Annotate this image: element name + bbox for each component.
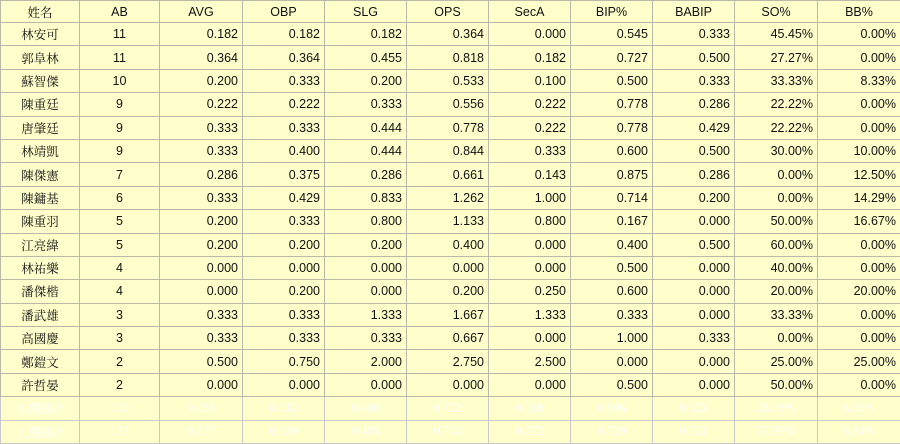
cell-obp: 0.375 [243, 163, 325, 186]
table-row [1, 163, 900, 186]
table-row [1, 256, 900, 279]
cell-so: 50.00% [735, 210, 818, 233]
cell-ops: 1.133 [407, 210, 489, 233]
column-header-babip[interactable]: BABIP [653, 1, 735, 23]
cell-bip: 0.727 [571, 46, 653, 69]
cell-ops: 0.818 [407, 46, 489, 69]
cell-name: 陳重廷 [1, 93, 80, 116]
cell-so: 40.00% [735, 256, 818, 279]
cell-name: 陳傑憲 [1, 163, 80, 186]
cell-slg: 0.410 [325, 397, 407, 420]
cell-bb: 0.00% [818, 256, 900, 279]
cell-slg: 0.000 [325, 280, 407, 303]
cell-ab: 4 [80, 280, 160, 303]
cell-ops: 0.364 [407, 23, 489, 46]
cell-ab: 10 [80, 69, 160, 92]
cell-avg: 0.200 [160, 210, 243, 233]
cell-obp: 0.333 [243, 303, 325, 326]
cell-seca: 1.000 [489, 186, 571, 209]
cell-babip: 0.200 [653, 186, 735, 209]
table-row [1, 233, 900, 256]
cell-avg: 0.333 [160, 303, 243, 326]
cell-ops: 0.200 [407, 280, 489, 303]
cell-so: 22.22% [735, 93, 818, 116]
cell-ops: 0.000 [407, 373, 489, 396]
cell-slg: 0.286 [325, 163, 407, 186]
cell-seca: 0.222 [489, 116, 571, 139]
cell-so: 33.33% [735, 69, 818, 92]
cell-babip: 0.500 [653, 139, 735, 162]
cell-avg: 0.182 [160, 23, 243, 46]
column-header-so[interactable]: SO% [735, 1, 818, 23]
cell-seca: 0.272 [489, 420, 571, 443]
cell-obp: 0.400 [243, 139, 325, 162]
cell-obp: 0.182 [243, 23, 325, 46]
cell-ab: 7 [80, 163, 160, 186]
cell-avg: 0.277 [160, 420, 243, 443]
table-row [1, 69, 900, 92]
table-row [1, 327, 900, 350]
cell-avg: 0.250 [160, 397, 243, 420]
cell-bip: 1.000 [571, 327, 653, 350]
cell-so: 50.00% [735, 373, 818, 396]
cell-babip: 0.000 [653, 256, 735, 279]
cell-name: 許哲晏 [1, 373, 80, 396]
cell-obp: 0.000 [243, 256, 325, 279]
cell-avg: 0.000 [160, 256, 243, 279]
cell-seca: 0.100 [489, 69, 571, 92]
cell-ab: 4 [80, 256, 160, 279]
cell-bb: 25.00% [818, 350, 900, 373]
cell-so: 25.00% [735, 350, 818, 373]
cell-bb: 8.33% [818, 69, 900, 92]
cell-seca: 1.333 [489, 303, 571, 326]
cell-bip: 0.500 [571, 373, 653, 396]
cell-ab: 9 [80, 93, 160, 116]
cell-obp: 0.222 [243, 93, 325, 116]
cell-seca: 0.000 [489, 233, 571, 256]
cell-ops: 2.750 [407, 350, 489, 373]
cell-bb: 0.00% [818, 46, 900, 69]
cell-obp: 0.200 [243, 233, 325, 256]
cell-bb: 20.00% [818, 280, 900, 303]
cell-bip: 0.875 [571, 163, 653, 186]
column-header-slg[interactable]: SLG [325, 1, 407, 23]
cell-ab: 5 [80, 210, 160, 233]
header-row [1, 1, 900, 23]
cell-slg: 0.333 [325, 327, 407, 350]
cell-slg: 0.000 [325, 373, 407, 396]
cell-obp: 0.200 [243, 280, 325, 303]
cell-seca: 0.250 [489, 280, 571, 303]
table-row [1, 210, 900, 233]
cell-babip: 0.286 [653, 163, 735, 186]
cell-slg: 0.800 [325, 210, 407, 233]
cell-bip: 0.778 [571, 116, 653, 139]
cell-name: 潘武雄 [1, 303, 80, 326]
cell-bb: 10.00% [818, 139, 900, 162]
cell-seca: 2.500 [489, 350, 571, 373]
cell-ops: 0.661 [407, 163, 489, 186]
cell-ops: 0.400 [407, 233, 489, 256]
cell-ab: 6 [80, 186, 160, 209]
cell-so: 20.00% [735, 280, 818, 303]
table-row [1, 186, 900, 209]
cell-so: 0.00% [735, 163, 818, 186]
cell-babip: 0.000 [653, 280, 735, 303]
cell-name: 林靖凱 [1, 139, 80, 162]
cell-bb: 6.36% [818, 397, 900, 420]
cell-bip: 0.714 [571, 186, 653, 209]
column-header-name[interactable]: 姓名 [1, 1, 80, 23]
cell-bip: 0.500 [571, 256, 653, 279]
cell-name: 上週總計 [1, 420, 80, 443]
cell-ab: 9 [80, 139, 160, 162]
cell-avg: 0.333 [160, 116, 243, 139]
last-week-total-row [1, 420, 900, 443]
cell-so: 28.18% [735, 397, 818, 420]
cell-so: 22.22% [735, 116, 818, 139]
cell-seca: 0.000 [489, 327, 571, 350]
cell-slg: 0.000 [325, 256, 407, 279]
cell-bb: 6.84% [818, 420, 900, 443]
cell-seca: 0.182 [489, 46, 571, 69]
cell-avg: 0.333 [160, 186, 243, 209]
column-header-obp[interactable]: OBP [243, 1, 325, 23]
cell-bip: 0.600 [571, 139, 653, 162]
cell-ab: 5 [80, 233, 160, 256]
cell-babip: 0.333 [653, 327, 735, 350]
cell-so: 0.00% [735, 327, 818, 350]
cell-bip: 0.720 [571, 420, 653, 443]
cell-babip: 0.000 [653, 303, 735, 326]
cell-ops: 0.556 [407, 93, 489, 116]
cell-avg: 0.200 [160, 233, 243, 256]
cell-babip: 0.331 [653, 420, 735, 443]
cell-name: 高國慶 [1, 327, 80, 350]
cell-name: 陳鏞基 [1, 186, 80, 209]
cell-avg: 0.333 [160, 327, 243, 350]
cell-bip: 0.000 [571, 350, 653, 373]
cell-obp: 0.339 [243, 420, 325, 443]
table-row [1, 373, 900, 396]
cell-obp: 0.750 [243, 350, 325, 373]
column-header-seca[interactable]: SecA [489, 1, 571, 23]
cell-bb: 14.29% [818, 186, 900, 209]
cell-babip: 0.333 [653, 23, 735, 46]
cell-bb: 0.00% [818, 93, 900, 116]
cell-slg: 0.405 [325, 420, 407, 443]
column-header-ops[interactable]: OPS [407, 1, 489, 23]
cell-seca: 0.000 [489, 23, 571, 46]
cell-bip: 0.596 [571, 397, 653, 420]
cell-name: 陳重羽 [1, 210, 80, 233]
cell-obp: 0.429 [243, 186, 325, 209]
cell-ops: 1.262 [407, 186, 489, 209]
table-row [1, 303, 900, 326]
cell-seca: 0.310 [489, 397, 571, 420]
cell-ops: 0.667 [407, 327, 489, 350]
cell-babip: 0.500 [653, 46, 735, 69]
cell-babip: 0.000 [653, 373, 735, 396]
cell-ab: 3 [80, 327, 160, 350]
cell-bip: 0.333 [571, 303, 653, 326]
cell-so: 45.45% [735, 23, 818, 46]
cell-babip: 0.500 [653, 233, 735, 256]
cell-slg: 2.000 [325, 350, 407, 373]
this-week-total-row [1, 397, 900, 420]
cell-name: 林安可 [1, 23, 80, 46]
cell-slg: 0.182 [325, 23, 407, 46]
cell-bb: 12.50% [818, 163, 900, 186]
cell-seca: 0.143 [489, 163, 571, 186]
cell-name: 蘇智傑 [1, 69, 80, 92]
cell-ab: 173 [80, 420, 160, 443]
column-header-bb[interactable]: BB% [818, 1, 900, 23]
cell-so: 33.33% [735, 303, 818, 326]
cell-avg: 0.500 [160, 350, 243, 373]
cell-avg: 0.222 [160, 93, 243, 116]
cell-bb: 0.00% [818, 116, 900, 139]
cell-seca: 0.333 [489, 139, 571, 162]
cell-avg: 0.286 [160, 163, 243, 186]
cell-bip: 0.600 [571, 280, 653, 303]
cell-avg: 0.000 [160, 373, 243, 396]
cell-slg: 0.200 [325, 233, 407, 256]
cell-ops: 0.778 [407, 116, 489, 139]
cell-name: 唐肇廷 [1, 116, 80, 139]
cell-obp: 0.333 [243, 69, 325, 92]
cell-slg: 1.333 [325, 303, 407, 326]
cell-bip: 0.545 [571, 23, 653, 46]
cell-bip: 0.500 [571, 69, 653, 92]
cell-name: 鄭鎧文 [1, 350, 80, 373]
cell-ab: 100 [80, 397, 160, 420]
table-row [1, 93, 900, 116]
cell-slg: 0.444 [325, 139, 407, 162]
cell-so: 17.89% [735, 420, 818, 443]
cell-seca: 0.800 [489, 210, 571, 233]
cell-name: 江亮緯 [1, 233, 80, 256]
cell-bb: 0.00% [818, 233, 900, 256]
cell-so: 0.00% [735, 186, 818, 209]
cell-slg: 0.333 [325, 93, 407, 116]
cell-obp: 0.333 [243, 116, 325, 139]
cell-so: 60.00% [735, 233, 818, 256]
cell-bb: 0.00% [818, 303, 900, 326]
cell-ops: 0.533 [407, 69, 489, 92]
cell-avg: 0.000 [160, 280, 243, 303]
cell-ops: 0.000 [407, 256, 489, 279]
column-header-bip[interactable]: BIP% [571, 1, 653, 23]
table-row [1, 46, 900, 69]
cell-obp: 0.333 [243, 210, 325, 233]
cell-ops: 1.667 [407, 303, 489, 326]
cell-name: 郭阜林 [1, 46, 80, 69]
cell-avg: 0.333 [160, 139, 243, 162]
cell-bb: 16.67% [818, 210, 900, 233]
cell-bip: 0.778 [571, 93, 653, 116]
cell-slg: 0.444 [325, 116, 407, 139]
cell-ops: 0.844 [407, 139, 489, 162]
cell-name: 本週總計 [1, 397, 80, 420]
cell-babip: 0.323 [653, 397, 735, 420]
cell-name: 林祐樂 [1, 256, 80, 279]
cell-name: 潘傑楷 [1, 280, 80, 303]
cell-ab: 11 [80, 23, 160, 46]
cell-avg: 0.200 [160, 69, 243, 92]
column-header-avg[interactable]: AVG [160, 1, 243, 23]
cell-obp: 0.312 [243, 397, 325, 420]
table-row [1, 139, 900, 162]
table-row [1, 280, 900, 303]
cell-obp: 0.333 [243, 327, 325, 350]
cell-babip: 0.000 [653, 350, 735, 373]
cell-ops: 0.743 [407, 420, 489, 443]
cell-obp: 0.364 [243, 46, 325, 69]
cell-bb: 0.00% [818, 23, 900, 46]
column-header-ab[interactable]: AB [80, 1, 160, 23]
table-row [1, 23, 900, 46]
cell-babip: 0.286 [653, 93, 735, 116]
cell-slg: 0.833 [325, 186, 407, 209]
cell-seca: 0.000 [489, 256, 571, 279]
cell-ab: 2 [80, 350, 160, 373]
cell-babip: 0.333 [653, 69, 735, 92]
cell-ab: 2 [80, 373, 160, 396]
cell-bb: 0.00% [818, 327, 900, 350]
cell-slg: 0.455 [325, 46, 407, 69]
table-row [1, 116, 900, 139]
cell-seca: 0.000 [489, 373, 571, 396]
cell-ab: 11 [80, 46, 160, 69]
cell-babip: 0.000 [653, 210, 735, 233]
cell-ab: 9 [80, 116, 160, 139]
cell-ab: 3 [80, 303, 160, 326]
cell-bb: 0.00% [818, 373, 900, 396]
cell-ops: 0.722 [407, 397, 489, 420]
table-body [1, 23, 900, 444]
cell-slg: 0.200 [325, 69, 407, 92]
cell-avg: 0.364 [160, 46, 243, 69]
cell-babip: 0.429 [653, 116, 735, 139]
table-row [1, 350, 900, 373]
cell-so: 30.00% [735, 139, 818, 162]
cell-bip: 0.167 [571, 210, 653, 233]
cell-bip: 0.400 [571, 233, 653, 256]
cell-seca: 0.222 [489, 93, 571, 116]
cell-so: 27.27% [735, 46, 818, 69]
cell-obp: 0.000 [243, 373, 325, 396]
